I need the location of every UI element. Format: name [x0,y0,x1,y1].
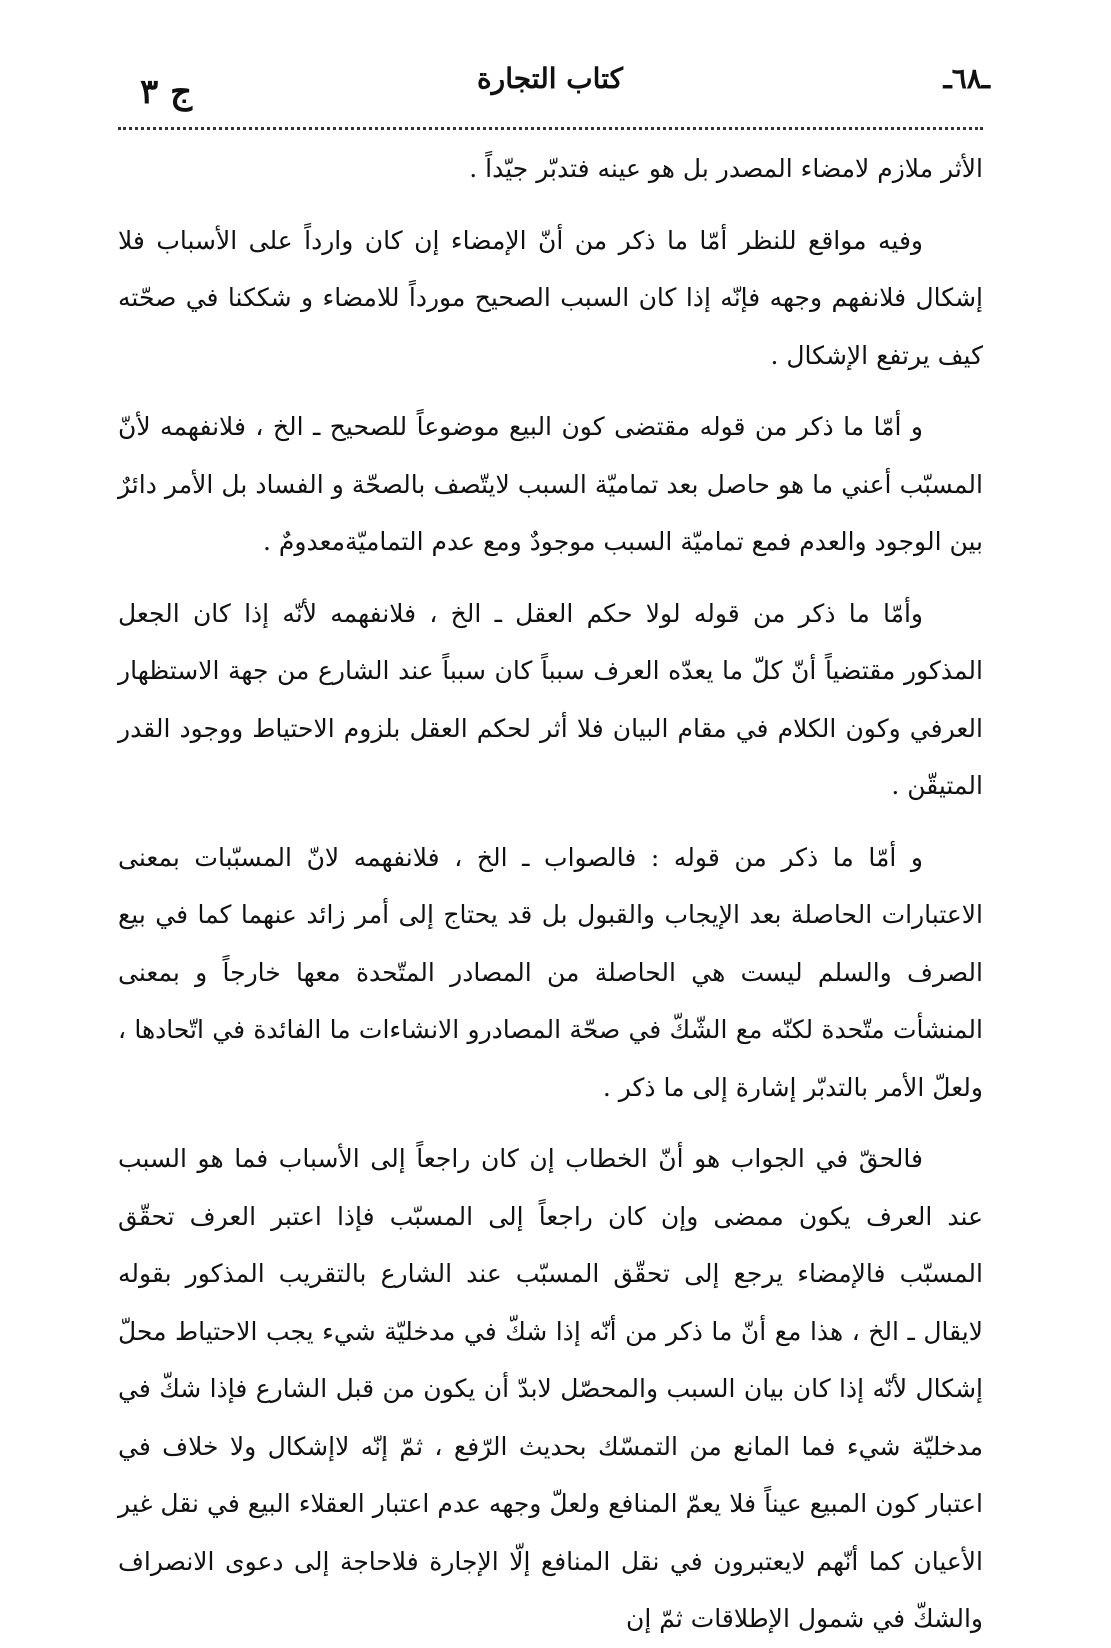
paragraph: الأثر ملازم لامضاء المصدر بل هو عينه فتدبّر جيّداً . [469,154,983,183]
header-divider [118,127,983,130]
page-number: ـ٦٨ـ [943,62,990,95]
page-header [110,62,990,122]
paragraph: وأمّا ما ذكر من قوله لولا حكم العقل ـ الخ ، فلانفهمه لأنّه إذا كان الجعل المذكور مقتضياً أنّ كلّ ما يعدّه العرف سبباً كان سبباً عند الشارع من جهة الاستظهار العرفي وكون الكلام في مقام البيان فلا أثر لحكم العقل بلزوم الاحتياط ووجود القدر المتيقّن . [118,598,983,800]
paragraph: و أمّا ما ذكر من قوله مقتضى كون البيع موضوعاً للصحيح ـ الخ ، فلانفهمه لأنّ المسبّب أعني ما هو حاصل بعد تماميّة السبب لايتّصف بالصحّة و الفساد بل الأمر دائرٌ بين الوجود والعدم فمع تماميّة السبب موجودٌ ومع عدم التماميّةمعدومٌ . [118,412,983,556]
paragraph: و أمّا ما ذكر من قوله : فالصواب ـ الخ ، فلانفهمه لانّ المسبّبات بمعنى الاعتبارات الحاصلة بعد الإيجاب والقبول بل قد يحتاج إلى أمر زائد عنهما كما في بيع الصرف والسلم ليست هي الحاصلة من المصادر المتّحدة معها خارجاً و بمعنى المنشأت متّحدة لكنّه مع الشّكّ في صحّة المصادرو الانشاءات ما الفائدة في اتّحادها ، ولعلّ الأمر بالتدبّر إشارة إلى ما ذكر . [118,842,983,1102]
volume-label: ج ٣ [140,72,193,112]
paragraph: فالحقّ في الجواب هو أنّ الخطاب إن كان راجعاً إلى الأسباب فما هو السبب عند العرف يكون ممضى وإن كان راجعاً إلى المسبّب فإذا اعتبر العرف تحقّق المسبّب فالإمضاء يرجع إلى تحقّق المسبّب عند الشارع بالتقريب المذكور بقوله لايقال ـ الخ ، هذا مع أنّ ما ذكر من أنّه إذا شكّ في مدخليّة شيء يجب الاحتياط محلّ إشكال لأنّه إذا كان بيان السبب والمحصّل لابدّ أن يكون من قبل الشارع فإذا شكّ في مدخليّة شيء فما المانع من التمسّك بحديث الرّفع ، ثمّ إنّه لاإشكال ولا خلاف في اعتبار كون المبيع عيناً فلا يعمّ المنافع ولعلّ وجهه عدم اعتبار العقلاء البيع في نقل غير الأعيان كما أنّهم لايعتبرون في نقل المنافع إلّا الإجارة فلاحاجة إلى دعوى الانصراف والشكّ في شمول الإطلاقات ثمّ إن [118,1144,983,1633]
paragraph: وفيه مواقع للنظر أمّا ما ذكر من أنّ الإمضاء إن كان وارداً على الأسباب فلا إشكال فلانفهم وجهه فإنّه إذا كان السبب الصحيح مورداً للامضاء و شككنا في صحّته كيف يرتفع الإشكال . [118,225,983,370]
book-title: كتاب التجارة [477,62,623,95]
body-text [118,140,983,1648]
